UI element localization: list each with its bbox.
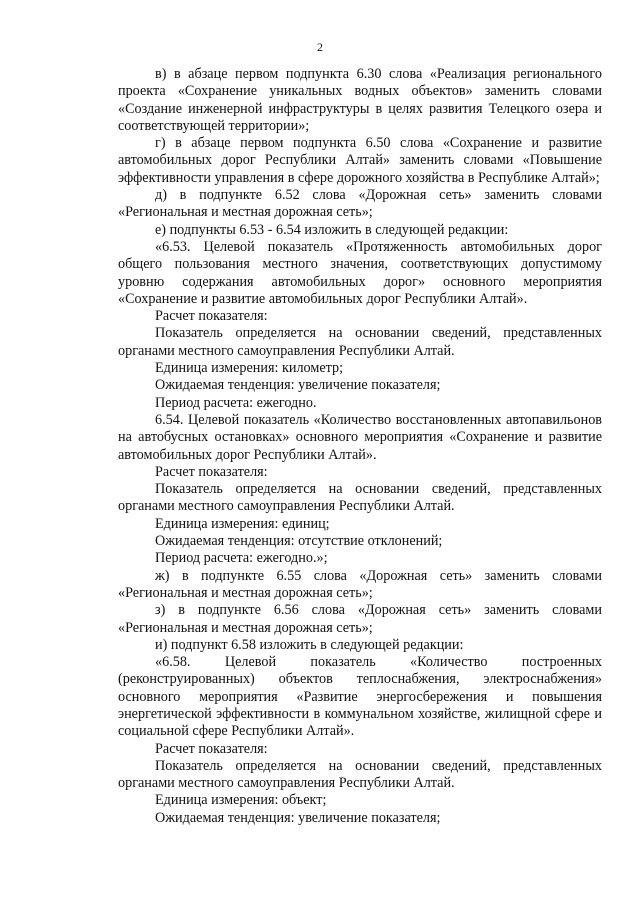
paragraph: 6.54. Целевой показатель «Количество восстановленных автопавильонов на автобусных остановках» основного мероприятия «Сохранение и развитие автомобильных дорог Республики Алтай». xyxy=(118,411,602,463)
paragraph: Расчет показателя: xyxy=(155,308,268,325)
paragraph: Расчет показателя: xyxy=(155,740,268,757)
paragraph: Показатель определяется на основании сведений, представленных органами местного самоуправления Республики Алтай. xyxy=(118,481,602,515)
paragraph: в) в абзаце первом подпункта 6.30 слова «Реализация регионального проекта «Сохранение уникальных водных объектов» заменить словами «Создание инженерной инфраструктуры в целях развития Телецкого озера и соответствующей территории»; xyxy=(118,66,602,134)
paragraph: Период расчета: ежегодно. xyxy=(155,394,317,411)
paragraph: «6.58. Целевой показатель «Количество построенных (реконструированных) объектов теплоснабжения, электроснабжения» основного мероприятия «Развитие энергосбережения и повышения энергетической эффективности в коммунальном хозяйстве, жилищной сфере и социальной сфере Республики Алтай». xyxy=(118,654,602,740)
paragraph: з) в подпункте 6.56 слова «Дорожная сеть» заменить словами «Региональная и местная дорожная сеть»; xyxy=(118,602,602,636)
document-body xyxy=(118,66,602,827)
paragraph: Ожидаемая тенденция: увеличение показателя; xyxy=(155,377,441,394)
paragraph: Единица измерения: километр; xyxy=(155,360,344,377)
paragraph: е) подпункты 6.53 - 6.54 изложить в следующей редакции: xyxy=(155,221,509,238)
paragraph: Единица измерения: объект; xyxy=(155,792,327,809)
paragraph: г) в абзаце первом подпункта 6.50 слова «Сохранение и развитие автомобильных дорог Республики Алтай» заменить словами «Повышение эффективности управления в сфере дорожного хозяйства в Республике Алтай»; xyxy=(118,135,602,186)
paragraph: Показатель определяется на основании сведений, представленных органами местного самоуправления Республики Алтай. xyxy=(118,757,602,792)
paragraph: «6.53. Целевой показатель «Протяженность автомобильных дорог общего пользования местного значения, соответствующих допустимому уровню содержания автомобильных дорог» основного мероприятия «Сохранение и развитие автомобильных дорог Республики Алтай». xyxy=(118,238,602,307)
paragraph: ж) в подпункте 6.55 слова «Дорожная сеть» заменить словами «Региональная и местная дорожная сеть»; xyxy=(118,567,602,601)
paragraph: Расчет показателя: xyxy=(155,463,268,480)
paragraph: Ожидаемая тенденция: увеличение показателя; xyxy=(155,809,441,826)
paragraph: Период расчета: ежегодно.»; xyxy=(155,550,328,567)
paragraph: д) в подпункте 6.52 слова «Дорожная сеть» заменить словами «Региональная и местная дорожная сеть»; xyxy=(118,187,602,221)
paragraph: Единица измерения: единиц; xyxy=(155,515,330,532)
paragraph: Показатель определяется на основании сведений, представленных органами местного самоуправления Республики Алтай. xyxy=(118,325,602,359)
page-number: 2 xyxy=(317,40,323,54)
paragraph: и) подпункт 6.58 изложить в следующей редакции: xyxy=(155,636,464,653)
paragraph: Ожидаемая тенденция: отсутствие отклонений; xyxy=(155,533,443,550)
